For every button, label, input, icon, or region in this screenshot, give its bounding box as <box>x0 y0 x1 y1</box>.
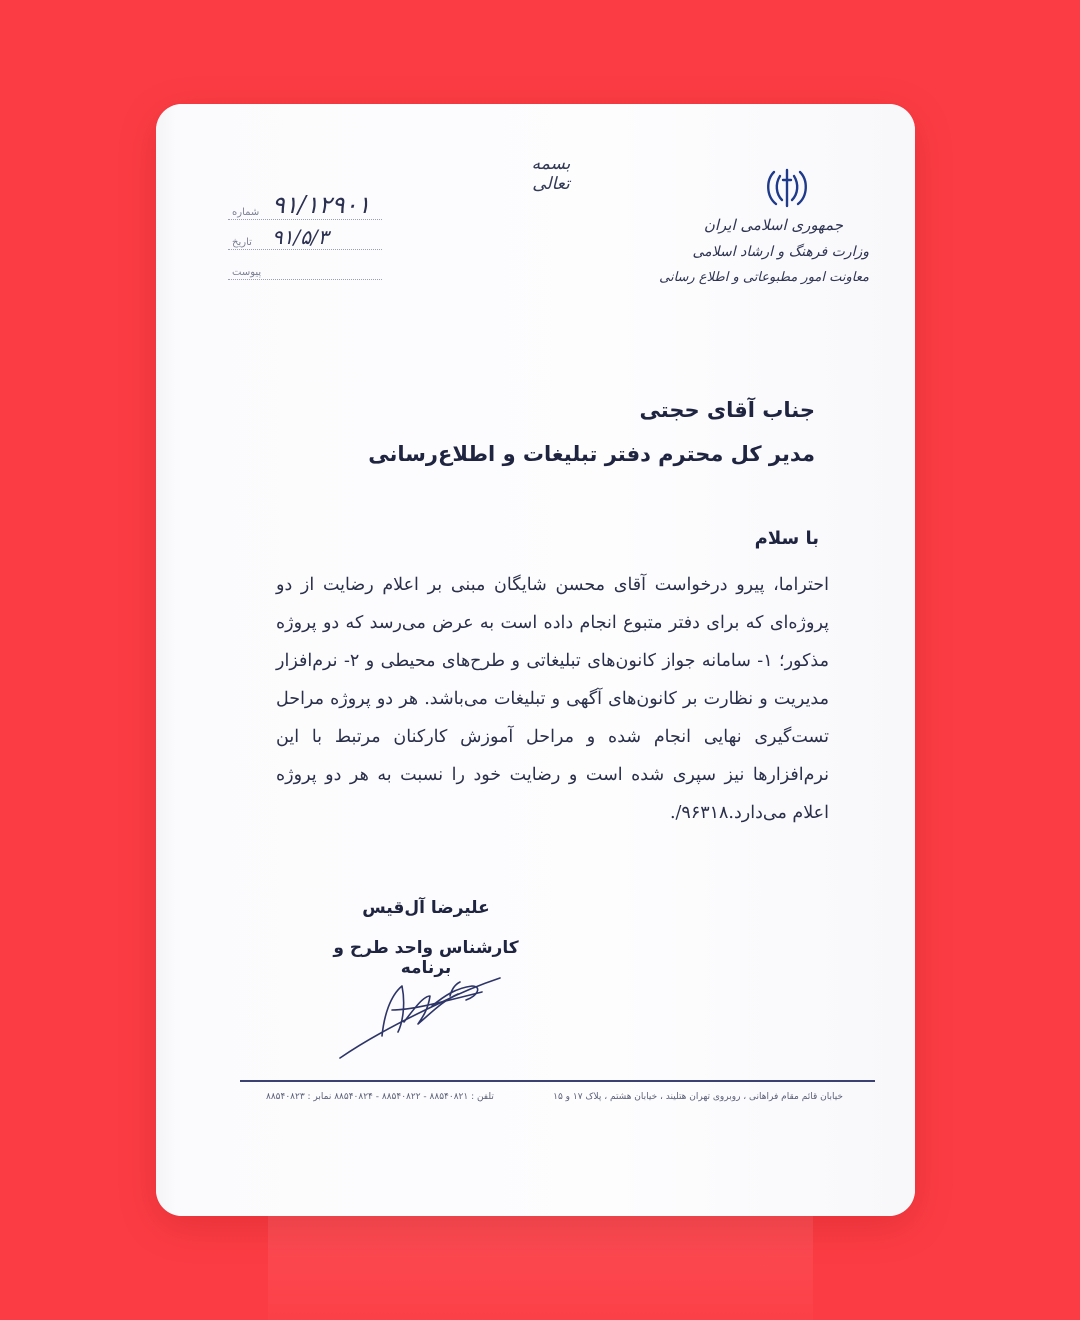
footer-street: خیابان قائم مقام فراهانی ، روبروی تهران هتلیند ، خیابان هشتم ، پلاک ۱۷ و ۱۵ <box>553 1092 843 1102</box>
footer-address <box>266 1092 843 1102</box>
meta-attachment <box>228 254 388 284</box>
meta-attachment-label: پیوست <box>232 267 262 278</box>
addressee <box>335 398 815 466</box>
meta-attachment-dots <box>228 279 382 280</box>
organization-header <box>629 216 869 285</box>
salutation: با سلام <box>754 528 819 549</box>
org-line-country: جمهوری اسلامی ایران <box>703 216 843 234</box>
addressee-title: مدیر کل محترم دفتر تبلیغات و اطلاع‌رسانی <box>368 442 815 466</box>
meta-date <box>228 224 388 254</box>
footer-phones: تلفن : ۸۸۵۴۰۸۲۱ - ۸۸۵۴۰۸۲۲ - ۸۸۵۴۰۸۲۴ نمابر : ۸۸۵۴۰۸۲۳ <box>266 1092 494 1102</box>
letter-meta <box>228 191 388 284</box>
letter-card <box>156 104 915 1216</box>
org-line-ministry: وزارت فرهنگ و ارشاد اسلامی <box>692 244 869 260</box>
meta-number-dots <box>228 219 382 220</box>
signer-name: علیرضا آل‌قیس <box>362 898 490 918</box>
meta-number <box>228 191 388 224</box>
footer-divider <box>240 1080 875 1082</box>
iran-emblem-icon <box>762 166 812 210</box>
letter-body: احتراما، پیرو درخواست آقای محسن شایگان مبنی بر اعلام رضایت از دو پروژه‌ای که برای دفتر متبوع انجام داده است به عرض می‌رسد که دو پروژه مذکور؛ ۱- سامانه جواز کانون‌های تبلیغاتی و طرح‌های محیطی و ۲- نرم‌افزار مدیریت و نظارت بر کانون‌های آگهی و تبلیغات می‌باشد. هر دو پروژه مراحل تست‌گیری نهایی انجام شده و مراحل آموزش کارکنان مرتبط با این نرم‌افزارها نیز سپری شده است و رضایت خود را نسبت به هر دو پروژه اعلام می‌دارد.۹۶۳۱۸/. <box>276 575 829 823</box>
org-line-department: معاونت امور مطبوعاتی و اطلاع رسانی <box>659 270 869 285</box>
meta-date-value: ۹۱/۵/۳ <box>272 225 329 249</box>
signer-title: کارشناس واحد طرح و برنامه <box>333 938 519 978</box>
meta-date-dots <box>228 249 382 250</box>
basmala: بسمه تعالی <box>531 154 571 194</box>
meta-number-label: شماره <box>232 207 260 218</box>
handwritten-signature <box>332 966 512 1066</box>
meta-number-value: ۹۱/۱۲۹۰۱ <box>272 191 371 219</box>
meta-date-label: تاریخ <box>232 237 252 248</box>
addressee-name: جناب آقای حجتی <box>639 398 815 422</box>
